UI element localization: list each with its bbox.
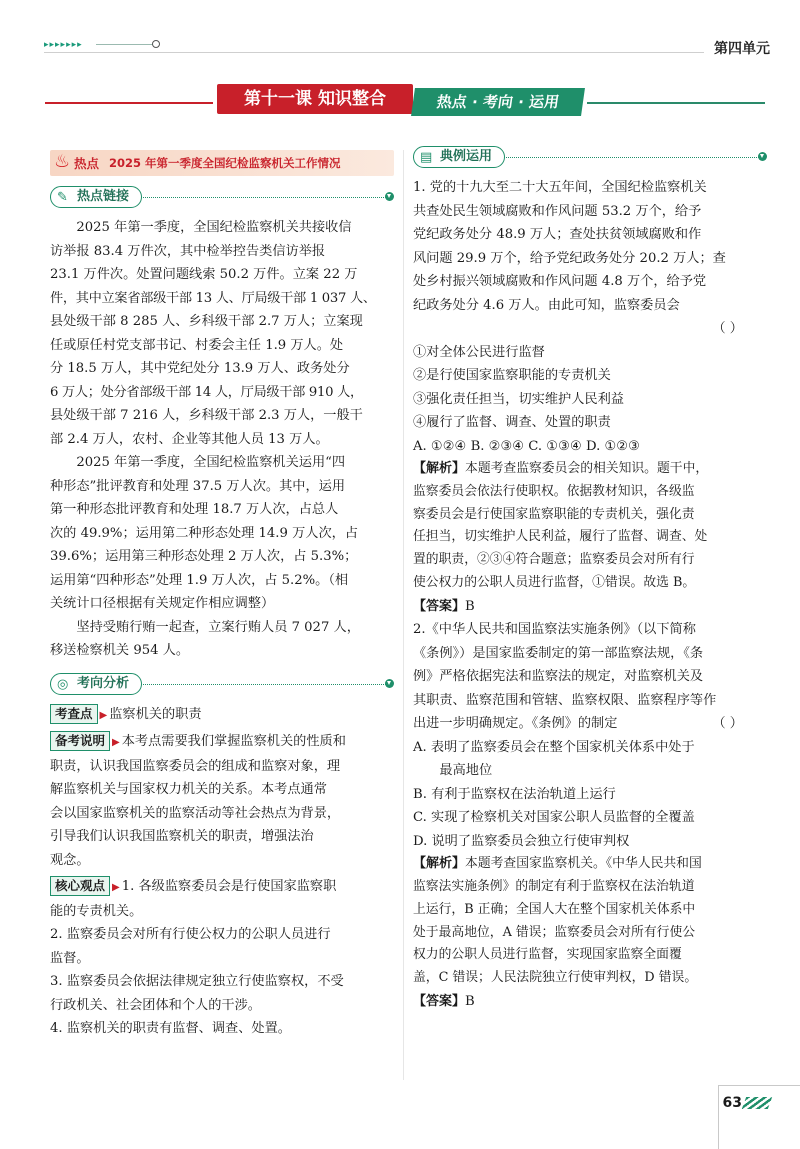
stripe-decoration (742, 1097, 772, 1109)
fire-icon: ♨ (54, 151, 71, 172)
text-line: 2. 监察委员会对所有行使公权力的公职人员进行 (50, 927, 331, 942)
book-icon: ▤ (420, 150, 433, 165)
text-line: 风问题 29.9 万个，给予党纪政务处分 20.2 万人；查 (413, 250, 726, 266)
section-examples (413, 146, 767, 170)
exam-point-text: 监察机关的职责 (109, 706, 202, 722)
text-line: 上运行，B 正确；全国人大在整个国家机关体系中 (413, 901, 696, 917)
text-line: 39.6%；运用第三种形态处理 2 万人次，占 5.3%； (50, 549, 358, 564)
left-column (50, 150, 394, 1041)
option-a: A. 表明了监察委员会在整个国家机关体系中处于 (413, 739, 695, 755)
statement-item: ①对全体公民进行监督 (413, 344, 545, 360)
arrow-icon: ▶ (99, 709, 108, 721)
prep-note (50, 730, 394, 872)
header-dots: ▸▸▸▸▸▸▸ (44, 40, 83, 50)
text-line: 监察法实施条例》的制定有利于监察权在法治轨道 (413, 879, 695, 895)
option-b: B. 有利于监察权在法治轨道上运行 (413, 786, 616, 802)
unit-label: 第四单元 (714, 41, 770, 57)
section-title-text: 考向分析 (77, 675, 130, 691)
page-corner-vline (718, 1085, 719, 1149)
text-line: 会以国家监察机关的监察活动等社会热点为背景， (50, 805, 341, 821)
hot-link-para1 (50, 216, 394, 451)
text-line: 处于最高地位，A 错误；监察委员会对所有行使公 (413, 924, 696, 940)
answer-paren: （ ） (712, 716, 743, 732)
text-line: 观念。 (50, 852, 90, 868)
text-line: 移送检察机关 954 人。 (50, 643, 190, 658)
prep-note-tag: 备考说明 (50, 731, 110, 751)
text-line: 党纪政务处分 48.9 万人；查处扶贫领域腐败和作 (413, 227, 702, 242)
text-line: 盖，C 错误；人民法院独立行使审判权，D 错误。 (413, 970, 698, 986)
text-line: 出进一步明确规定。《条例》的制定 (413, 716, 618, 732)
text-line: 2025 年第一季度，全国纪检监察机关共接收信 (76, 220, 352, 235)
text-line: 解监察机关与国家权力机关的关系。本考点通常 (50, 782, 327, 797)
answer-paren: （ ） (712, 321, 743, 336)
text-line: 权力的公职人员进行监督，实现国家监察全面覆 (413, 947, 682, 963)
text-line: 县处级干部 8 285 人、乡科级干部 2.7 万人；立案现 (50, 314, 363, 329)
section-title (413, 146, 505, 168)
header-circle (152, 40, 160, 48)
text-line: 使公权力的公职人员进行监督，①错误。故选 B。 (413, 574, 696, 590)
lesson-subtitle: 热点 · 考向 · 运用 (411, 88, 585, 116)
text-line: 行政机关、社会团体和个人的干涉。 (50, 997, 261, 1013)
section-exam-analysis (50, 673, 394, 697)
text-line: 1. 党的十九大至二十大五年间，全国纪检监察机关 (413, 180, 707, 195)
text-line: 关统计口径根据有关规定作相应调整） (50, 596, 275, 611)
text-line: 4. 监察机关的职责有监督、调查、处置。 (50, 1021, 291, 1036)
text-line: 监督。 (50, 950, 90, 966)
text-line: 监察委员会依法行使职权。依据教材知识，各级监 (413, 483, 695, 499)
text-line: 本考点需要我们掌握监察机关的性质和 (121, 734, 346, 749)
statement-item: ④履行了监督、调查、处置的职责 (413, 415, 611, 430)
text-line: 件，其中立案省部级干部 13 人、厅局级干部 1 037 人、 (50, 290, 376, 306)
text-line: 次的 49.9%；运用第二种形态处理 14.9 万人次，占 (50, 525, 359, 541)
text-line: 2025 年第一季度，全国纪检监察机关运用“四 (76, 455, 346, 470)
header-rule (44, 52, 704, 53)
text-line: 《条例》）是国家监委制定的第一部监察法规，《条 (413, 645, 704, 661)
text-line: 处乡村振兴领域腐败和作风问题 4.8 万个，给予党 (413, 274, 707, 289)
text-line: 任或原任村党支部书记、村委会主任 1.9 万人。处 (50, 337, 344, 353)
text-line: 部 2.4 万人，农村、企业等其他人员 13 万人。 (50, 431, 329, 447)
header-line (96, 44, 154, 45)
option-c: C. 实现了检察机关对国家公职人员监督的全覆盖 (413, 810, 695, 826)
section-title-text: 典例运用 (440, 149, 493, 164)
section-title (50, 186, 142, 208)
text-line: 本题考查国家监察机关。《中华人民共和国 (465, 856, 702, 872)
q1-analysis (413, 458, 767, 595)
answer-label: 【答案】 (413, 598, 466, 614)
q2-analysis (413, 853, 767, 990)
text-line: 共查处民生领域腐败和作风问题 53.2 万个，给予 (413, 203, 702, 219)
text-line: 6 万人；处分省部级干部 14 人，厅局级干部 910 人， (50, 384, 363, 400)
text-line: 第一种形态批评教育和处理 18.7 万人次，占总人 (50, 502, 339, 517)
text-line: 23.1 万件次。处置问题线索 50.2 万件。立案 22 万 (50, 267, 358, 282)
text-line: 引导我们认识我国监察机关的职责，增强法治 (50, 829, 314, 844)
page-number-text: 63 (722, 1095, 742, 1111)
text-line: 种形态”批评教育和处理 37.5 万人次。其中，运用 (50, 478, 346, 494)
lesson-title-banner (45, 84, 765, 118)
text-line: 1. 各级监察委员会是行使国家监察职 (121, 879, 337, 894)
answer-value: B (465, 598, 475, 614)
analysis-label: 【解析】 (413, 856, 466, 872)
hot-label: 热点 (74, 156, 100, 171)
q1-answer (413, 595, 767, 619)
exam-point-tag: 考查点 (50, 704, 98, 724)
right-column (413, 146, 767, 1014)
text-line: 运用第“四种形态”处理 1.9 万人次，占 5.2%。（相 (50, 572, 349, 588)
text-line: 分 18.5 万人，其中党纪处分 13.9 万人、政务处分 (50, 361, 350, 376)
section-title (50, 673, 142, 695)
text-line: 其职责、监察范围和管辖、监察权限、监察程序等作 (413, 692, 717, 708)
question-1 (413, 176, 767, 458)
text-line: 3. 监察委员会依据法律规定独立行使监察权，不受 (50, 974, 344, 989)
text-line: 职责，认识我国监察委员会的组成和监察对象，理 (50, 758, 341, 774)
chevron-down-icon (758, 152, 767, 161)
text-line: 任担当，切实维护人民利益，履行了监督、调查、处 (413, 529, 708, 545)
answer-label: 【答案】 (413, 994, 466, 1010)
text-line: 县处级干部 7 216 人，乡科级干部 2.3 万人，一般干 (50, 408, 363, 423)
text-line: 坚持受贿行贿一起查，立案行贿人员 7 027 人， (76, 619, 360, 635)
text-line: 例》严格依据宪法和监察法的规定，对监察机关及 (413, 669, 704, 685)
core-points (50, 875, 394, 1041)
text-line: 访举报 83.4 万件次，其中检举控告类信访举报 (50, 243, 326, 259)
chevron-down-icon (385, 192, 394, 201)
chevron-down-icon (385, 679, 394, 688)
exam-point (50, 703, 394, 728)
q2-answer (413, 990, 767, 1014)
link-icon: ✎ (57, 190, 68, 205)
analysis-label: 【解析】 (413, 461, 466, 476)
question-2 (413, 618, 767, 853)
text-line: 2.《中华人民共和国监察法实施条例》（以下简称 (413, 622, 696, 638)
option-d: D. 说明了监察委员会独立行使审判权 (413, 833, 630, 849)
statement-item: ③强化责任担当，切实维护人民利益 (413, 391, 624, 407)
text-line: 察委员会是行使国家监察职能的专责机关，强化责 (413, 506, 695, 522)
page-corner-hline (718, 1085, 800, 1086)
text-line: 能的专责机关。 (50, 903, 143, 919)
core-points-tag: 核心观点 (50, 876, 110, 896)
hot-link-para3 (50, 616, 394, 663)
arrow-icon: ▶ (112, 882, 120, 893)
lesson-title: 第十一课 知识整合 (217, 84, 413, 114)
text-line: 置的职责，②③④符合题意；监察委员会对所有行 (413, 552, 695, 568)
title-line-left (45, 102, 213, 104)
hot-topic-banner (50, 150, 394, 176)
title-line-right (587, 102, 765, 104)
text-line: 本题考查监察委员会的相关知识。题干中， (465, 461, 709, 476)
page-number (723, 1095, 770, 1111)
statement-item: ②是行使国家监察职能的专责机关 (413, 368, 611, 383)
hot-title: 2025 年第一季度全国纪检监察机关工作情况 (109, 156, 341, 170)
section-title-text: 热点链接 (77, 189, 130, 204)
option-a-cont: 最高地位 (439, 763, 493, 779)
arrow-icon: ▶ (112, 737, 120, 748)
text-line: 纪政务处分 4.6 万人。由此可知，监察委员会 (413, 297, 680, 313)
column-divider (403, 150, 404, 1080)
hot-link-para2 (50, 451, 394, 616)
answer-value: B (465, 994, 475, 1010)
answer-options: A. ①②④ B. ②③④ C. ①③④ D. ①②③ (413, 438, 640, 454)
section-hot-link (50, 186, 394, 210)
target-icon: ◎ (57, 676, 69, 692)
